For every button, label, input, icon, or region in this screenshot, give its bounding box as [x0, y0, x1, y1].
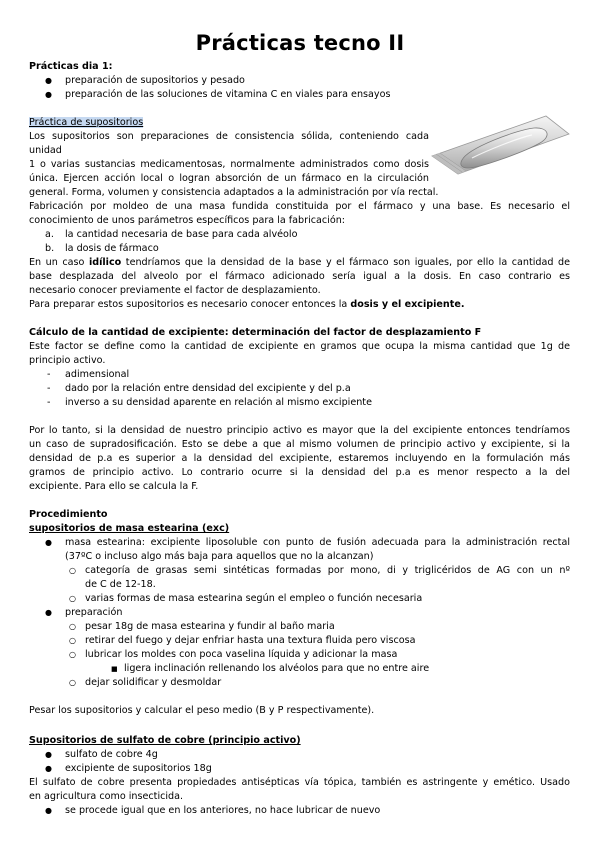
paragraph-line: 1 o varias sustancias medicamentosas, normalmente administrados como dosis [29, 159, 429, 170]
suppository-image [428, 112, 573, 178]
list-item: ○ lubricar los moldes con poca vaselina líquida y adicionar la masa [69, 649, 398, 660]
copper-sulfate-list [29, 748, 570, 776]
paragraph-line: principio activo. [29, 355, 106, 366]
list-item: ○ dejar solidificar y desmoldar [69, 677, 222, 688]
list-item: ● preparación de las soluciones de vitamina C en viales para ensayos [45, 89, 391, 100]
list-item: ● masa estearina: excipiente liposoluble con punto de fusión adecuada para la administración rectal (37ºC o incluso algo más baja para aquellos que no la alcanzan) [45, 537, 570, 562]
paragraph-line: en agricultura como insecticida. [29, 791, 184, 802]
paragraph-line: Fabricación por moldeo de una masa fundida constituida por el fármaco y una base. Es necesario el [29, 201, 570, 212]
page-title: Prácticas tecno II [195, 31, 405, 55]
procedure-section [29, 508, 570, 718]
list-item: - inverso a su densidad aparente en relación al mismo excipiente [47, 397, 372, 408]
circle-bullet-icon: ○ [69, 678, 76, 687]
paragraph-line: un caso de supradosificación. Esto se debe a que al mismo volumen de principio activo y excipiente, si la [29, 439, 570, 450]
paragraph-line: El sulfato de cobre presenta propiedades antisépticas vía tópica, también es astringente y emético. Usado [29, 777, 570, 788]
circle-bullet-icon: ○ [69, 622, 76, 631]
list-item: ● preparación [45, 607, 123, 618]
procedure-subheading: supositorios de masa estearina (exc) [29, 523, 230, 534]
fabrication-section [29, 200, 570, 312]
copper-sulfate-list-2 [29, 804, 570, 818]
calculation-list [29, 368, 570, 410]
bullet-icon: ● [45, 608, 52, 617]
dash-icon: - [47, 397, 51, 408]
calculation-section [29, 326, 570, 410]
day1-list [29, 74, 570, 102]
paragraph-line: excipiente. Para ello se calcula la F. [29, 481, 199, 492]
suppository-section [29, 116, 439, 200]
bullet-icon: ● [45, 90, 52, 99]
paragraph-line: conocimiento de unos parámetros específicos para la fabricación: [29, 215, 346, 226]
paragraph-line: Este factor se define como la cantidad de excipiente en gramos que ocupa la misma cantidad que 1g de [29, 341, 570, 352]
bullet-icon: ● [45, 76, 52, 85]
list-item: - adimensional [47, 369, 130, 380]
bullet-icon: ● [45, 750, 52, 759]
day1-section [29, 60, 570, 102]
list-item: ○ retirar del fuego y dejar enfriar hasta una textura fluida pero viscosa [69, 635, 416, 646]
paragraph-line: general. Forma, volumen y consistencia adaptados a la administración por vía rectal. [29, 187, 439, 198]
bullet-icon: ● [45, 538, 52, 547]
circle-bullet-icon: ○ [69, 636, 76, 645]
list-item: ● sulfato de cobre 4g [45, 749, 158, 760]
paragraph-line: En un caso idílico tendríamos que la densidad de la base y el fármaco son iguales, por ello la cantidad de [29, 257, 570, 268]
list-item: ○ categoría de grasas semi sintéticas formadas por mono, di y triglicéridos de AG con un nº de C de 12-18. [69, 565, 570, 590]
suppository-heading: Práctica de supositorios [29, 117, 144, 128]
paragraph-line: Los supositorios son preparaciones de consistencia sólida, conteniendo cada unidad [29, 131, 429, 156]
square-bullet-icon: ■ [111, 665, 118, 673]
bullet-icon: ● [45, 764, 52, 773]
paragraph-line: base desplazada del alveolo por el fármaco adicionado sería igual a la dosis. En caso contrario es [29, 271, 570, 282]
circle-bullet-icon: ○ [69, 650, 76, 659]
paragraph-line: densidad de p.a es superior a la densidad del excipiente, estaremos incluyendo en la formulación más [29, 453, 570, 464]
paragraph-line: gramos de principio activo. Lo contrario ocurre si la densidad del p.a es menor respecto a la del [29, 467, 570, 478]
calculation-heading: Cálculo de la cantidad de excipiente: determinación del factor de desplazamiento F [29, 327, 482, 338]
paragraph-line: única. Ejercen acción local o logran absorción de un fármaco en la circulación [29, 173, 429, 184]
circle-bullet-icon: ○ [69, 566, 76, 575]
list-item: ○ varias formas de masa estearina según el empleo o función necesaria [69, 593, 423, 604]
paragraph-line: Por lo tanto, si la densidad de nuestro principio activo es mayor que la del excipiente entonces tendríamos [29, 425, 570, 436]
day1-heading: Prácticas dia 1: [29, 61, 113, 72]
paragraph-line: Para preparar estos supositorios es necesario conocer entonces la dosis y el excipiente. [29, 299, 465, 310]
paragraph-line: necesario conocer previamente el factor de desplazamiento. [29, 285, 321, 296]
list-item: ■ ligera inclinación rellenando los alvéolos para que no entre aire [111, 663, 430, 674]
list-item: a. la cantidad necesaria de base para cada alvéolo [45, 229, 298, 240]
bullet-icon: ● [45, 806, 52, 815]
circle-bullet-icon: ○ [69, 594, 76, 603]
procedure-list [29, 536, 570, 690]
dash-icon: - [47, 369, 51, 380]
copper-sulfate-heading: Supositorios de sulfato de cobre (principio activo) [29, 735, 301, 746]
list-item: ○ pesar 18g de masa estearina y fundir al baño maria [69, 621, 335, 632]
procedure-heading: Procedimiento [29, 509, 108, 520]
paragraph-line: Pesar los supositorios y calcular el peso medio (B y P respectivamente). [29, 705, 375, 716]
copper-sulfate-section [29, 734, 570, 818]
list-item: b. la dosis de fármaco [45, 243, 159, 254]
list-item: ● excipiente de supositorios 18g [45, 763, 212, 774]
list-item: ● preparación de supositorios y pesado [45, 75, 245, 86]
fabrication-list [29, 228, 570, 256]
list-item: ● se procede igual que en los anteriores, no hace lubricar de nuevo [45, 805, 381, 816]
dash-icon: - [47, 383, 51, 394]
conclusion-section [29, 424, 570, 494]
list-item: - dado por la relación entre densidad del excipiente y del p.a [47, 383, 351, 394]
